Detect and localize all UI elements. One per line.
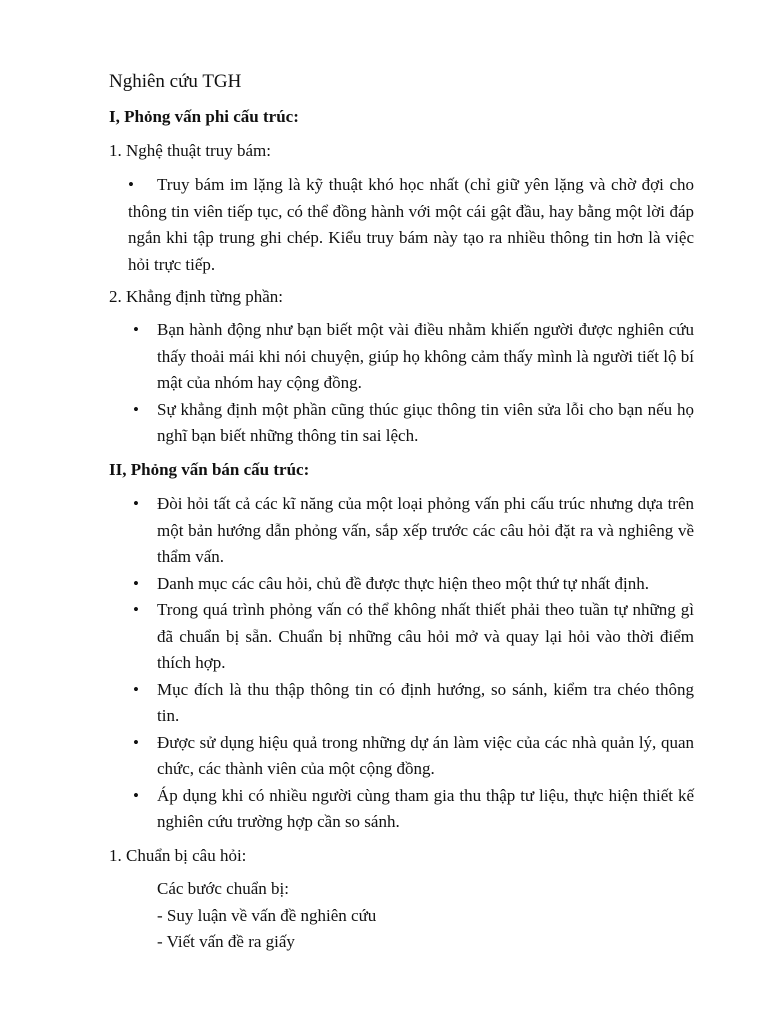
- list-item: [133, 677, 694, 730]
- section2-heading: II, Phỏng vấn bán cấu trúc:: [109, 460, 310, 479]
- bullet-text: Được sử dụng hiệu quả trong những dự án làm việc của các nhà quản lý, quan chức, các thành viên của một cộng đồng.: [157, 732, 694, 778]
- bullet-icon: •: [133, 399, 139, 419]
- step-item: - Viết vấn đề ra giấy: [157, 932, 295, 951]
- bullet-text: Danh mục các câu hỏi, chủ đề được thực hiện theo một thứ tự nhất định.: [157, 573, 649, 593]
- bullet-icon: •: [133, 600, 139, 619]
- bullet-icon: •: [133, 494, 139, 513]
- section2-sub1-label: 1. Chuẩn bị câu hỏi:: [109, 846, 247, 865]
- bullet-text: Áp dụng khi có nhiều người cùng tham gia thu thập tư liệu, thực hiện thiết kế nghiên cứu trường hợp cần so sánh.: [157, 785, 694, 831]
- section1-sub1-bullets: [128, 172, 694, 278]
- steps-intro: Các bước chuẩn bị:: [157, 879, 289, 898]
- section1-sub1-label: 1. Nghệ thuật truy bám:: [109, 141, 271, 160]
- list-item: [133, 730, 694, 783]
- section2-bullets: [133, 491, 694, 836]
- bullet-text: Sự khẳng định một phần cũng thúc giục thông tin viên sửa lỗi cho bạn nếu họ nghĩ bạn biết những thông tin sai lệch.: [157, 399, 694, 445]
- list-item: [133, 783, 694, 836]
- preparation-steps: [157, 876, 376, 956]
- bullet-icon: •: [128, 175, 134, 194]
- bullet-text: Mục đích là thu thập thông tin có định hướng, so sánh, kiểm tra chéo thông tin.: [157, 679, 694, 725]
- list-item: [133, 491, 694, 571]
- bullet-icon: •: [133, 732, 139, 752]
- list-item: [133, 317, 694, 397]
- section1-heading: I, Phỏng vấn phi cấu trúc:: [109, 107, 299, 126]
- bullet-text: Truy bám im lặng là kỹ thuật khó học nhất (chỉ giữ yên lặng và chờ đợi cho thông tin viên tiếp tục, có thể đồng hành với một cái gật đầu, hay bằng một lời đáp ngắn khi tập trung ghi chép. Kiểu truy bám này tạo ra nhiều thông tin hơn là việc hỏi trực tiếp.: [128, 175, 694, 274]
- list-item: [133, 397, 694, 450]
- section1-sub2-label: 2. Khẳng định từng phần:: [109, 287, 284, 306]
- bullet-icon: •: [133, 679, 139, 699]
- bullet-icon: •: [133, 785, 139, 805]
- section1-sub2-bullets: [133, 317, 694, 450]
- list-item: [133, 597, 694, 677]
- bullet-text: Đòi hỏi tất cả các kĩ năng của một loại phỏng vấn phi cấu trúc nhưng dựa trên một bản hướng dẫn phỏng vấn, sắp xếp trước các câu hỏi đặt ra và nghiêng về thẩm vấn.: [157, 494, 694, 566]
- bullet-text: Trong quá trình phỏng vấn có thể không nhất thiết phải theo tuần tự những gì đã chuẩn bị sẵn. Chuẩn bị những câu hỏi mở và quay lại hỏi vào thời điểm thích hợp.: [157, 600, 694, 672]
- list-item: [128, 172, 694, 278]
- document-title: Nghiên cứu TGH: [109, 71, 242, 92]
- step-item: - Suy luận về vấn đề nghiên cứu: [157, 905, 377, 925]
- list-item: [133, 571, 694, 598]
- bullet-text: Bạn hành động như bạn biết một vài điều nhằm khiến người được nghiên cứu thấy thoải mái khi nói chuyện, giúp họ không cảm thấy mình là người tiết lộ bí mật của nhóm hay cộng đồng.: [157, 320, 694, 392]
- bullet-icon: •: [133, 573, 139, 593]
- bullet-icon: •: [133, 320, 139, 339]
